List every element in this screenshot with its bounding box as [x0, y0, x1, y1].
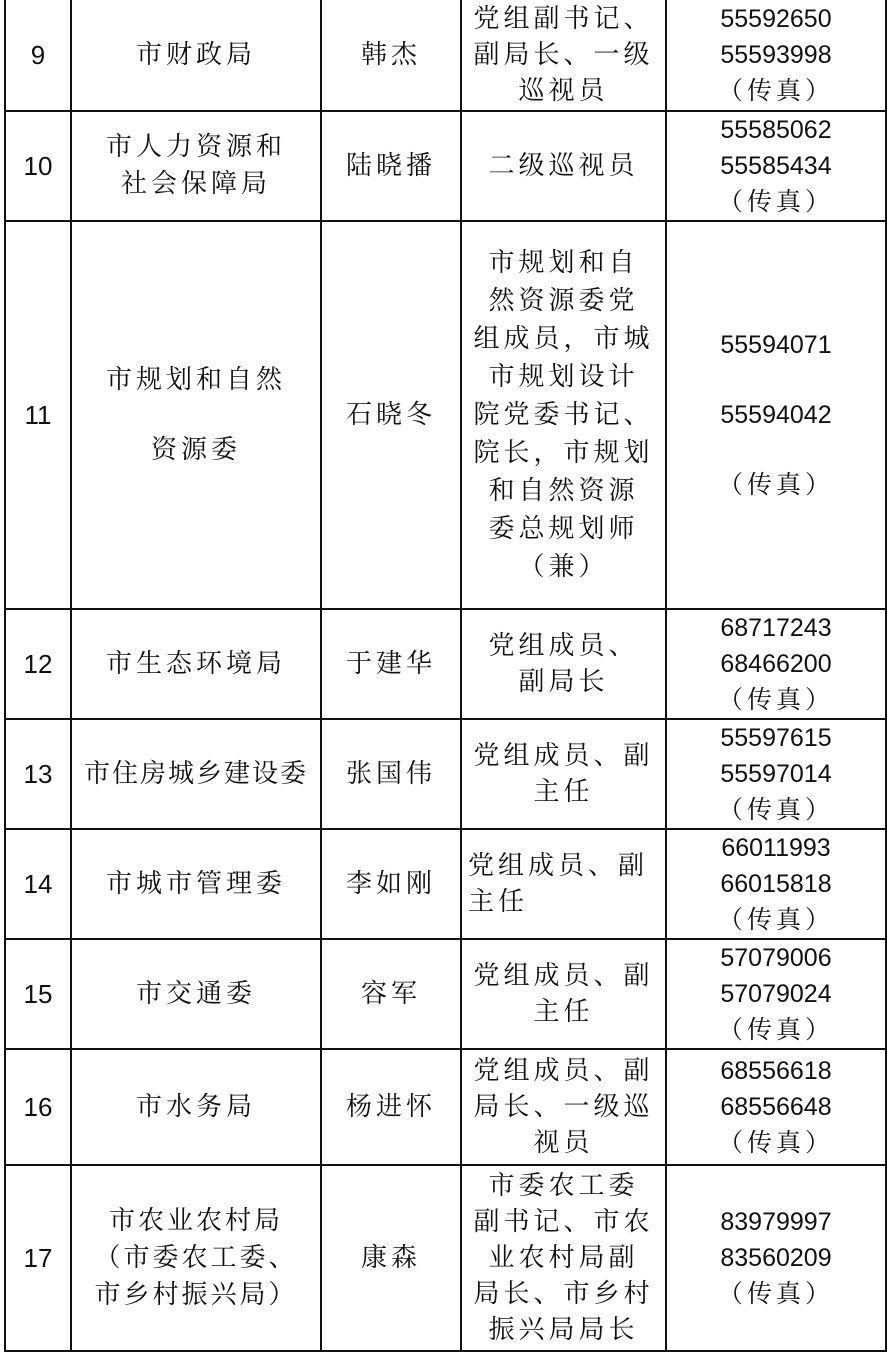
department-cell: 市财政局	[71, 0, 321, 111]
phone-cell: 83979997 83560209 （传真）	[666, 1165, 886, 1351]
row-number: 9	[5, 0, 71, 111]
title-cell: 党组成员、副 局长、一级巡 视员	[461, 1049, 666, 1165]
name-cell: 于建华	[321, 609, 461, 719]
name-cell: 容军	[321, 939, 461, 1049]
row-number: 10	[5, 111, 71, 221]
department-cell: 市住房城乡建设委	[71, 719, 321, 829]
row-number: 12	[5, 609, 71, 719]
title-cell: 二级巡视员	[461, 111, 666, 221]
title-cell: 党组成员、副 主任	[461, 939, 666, 1049]
table-row	[5, 221, 886, 609]
table-row	[5, 829, 886, 939]
name-cell: 石晓冬	[321, 221, 461, 609]
table-row	[5, 1049, 886, 1165]
title-cell: 市规划和自 然资源委党 组成员，市城 市规划设计 院党委书记、 院长，市规划 和自然资源 委总规划师 （兼）	[461, 221, 666, 609]
department-cell: 市城市管理委	[71, 829, 321, 939]
phone-cell: 55592650 55593998 （传真）	[666, 0, 886, 111]
contact-table	[4, 0, 887, 1352]
title-cell: 党组成员、 副局长	[461, 609, 666, 719]
table-row	[5, 0, 886, 111]
phone-cell: 66011993 66015818 （传真）	[666, 829, 886, 939]
row-number: 14	[5, 829, 71, 939]
name-cell: 张国伟	[321, 719, 461, 829]
row-number: 11	[5, 221, 71, 609]
table-row	[5, 1165, 886, 1351]
department-cell: 市交通委	[71, 939, 321, 1049]
name-cell: 韩杰	[321, 0, 461, 111]
title-cell: 党组成员、副 主任	[461, 719, 666, 829]
table-row	[5, 609, 886, 719]
department-cell: 市农业农村局 （市委农工委、 市乡村振兴局）	[71, 1165, 321, 1351]
table-row	[5, 939, 886, 1049]
name-cell: 李如刚	[321, 829, 461, 939]
phone-cell: 55585062 55585434 （传真）	[666, 111, 886, 221]
department-cell: 市生态环境局	[71, 609, 321, 719]
phone-cell: 68717243 68466200 （传真）	[666, 609, 886, 719]
title-cell: 党组副书记、 副局长、一级 巡视员	[461, 0, 666, 111]
department-cell: 市人力资源和 社会保障局	[71, 111, 321, 221]
row-number: 17	[5, 1165, 71, 1351]
title-cell: 党组成员、副 主任	[461, 829, 666, 939]
row-number: 13	[5, 719, 71, 829]
name-cell: 康森	[321, 1165, 461, 1351]
table-row	[5, 111, 886, 221]
phone-cell: 55594071 55594042 （传真）	[666, 221, 886, 609]
name-cell: 杨进怀	[321, 1049, 461, 1165]
title-cell: 市委农工委 副书记、市农 业农村局副 局长、市乡村 振兴局局长	[461, 1165, 666, 1351]
name-cell: 陆晓播	[321, 111, 461, 221]
phone-cell: 68556618 68556648 （传真）	[666, 1049, 886, 1165]
phone-cell: 55597615 55597014 （传真）	[666, 719, 886, 829]
row-number: 15	[5, 939, 71, 1049]
phone-cell: 57079006 57079024 （传真）	[666, 939, 886, 1049]
department-cell: 市水务局	[71, 1049, 321, 1165]
department-cell: 市规划和自然 资源委	[71, 221, 321, 609]
row-number: 16	[5, 1049, 71, 1165]
table-row	[5, 719, 886, 829]
